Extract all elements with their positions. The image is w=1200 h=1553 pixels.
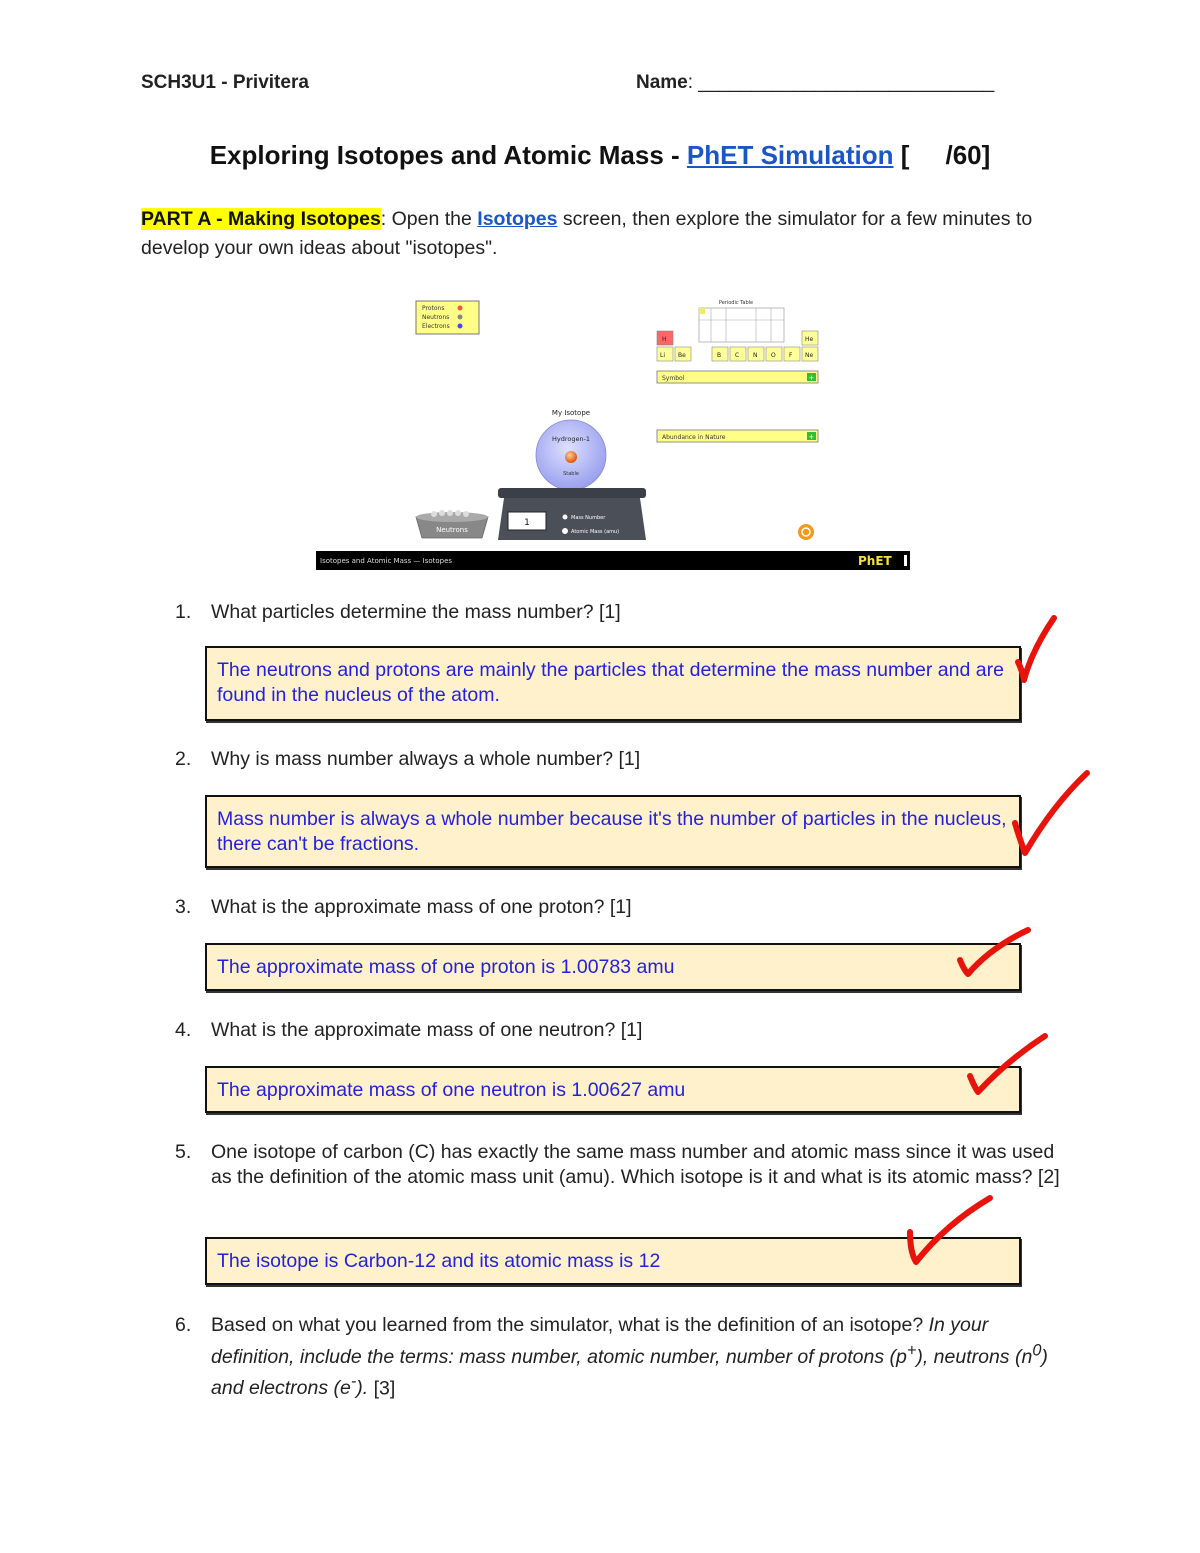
q6-sup-e: - xyxy=(350,1372,357,1391)
pt-ne: Ne xyxy=(805,352,814,359)
question-3-number: 3. xyxy=(175,896,192,918)
reset-icon[interactable] xyxy=(798,524,814,540)
q6-sup-p: + xyxy=(906,1341,917,1359)
answer-2-box[interactable]: Mass number is always a whole number because it's the number of particles in the nucleus, there can't be fractions. xyxy=(205,795,1021,868)
check-mark-icon xyxy=(1005,765,1095,865)
scale xyxy=(498,488,646,540)
isotope-name: Hydrogen-1 xyxy=(551,435,591,443)
abundance-bar[interactable] xyxy=(657,430,818,442)
part-a-text-before: : Open the xyxy=(380,208,478,230)
svg-text:+: + xyxy=(808,374,815,382)
sim-footer-title: Isotopes and Atomic Mass — Isotopes xyxy=(320,557,453,565)
phet-simulation-link[interactable]: PhET Simulation xyxy=(686,140,894,170)
answer-4-box[interactable]: The approximate mass of one neutron is 1.00627 amu xyxy=(205,1066,1021,1113)
question-6-text xyxy=(211,1313,1061,1401)
panel-neutrons: Neutrons xyxy=(422,314,450,321)
symbol-label: Symbol xyxy=(662,375,685,382)
phet-simulation-image xyxy=(316,295,910,570)
pt-li: Li xyxy=(660,352,666,359)
question-2-number: 2. xyxy=(175,748,192,770)
pt-b: B xyxy=(717,352,722,359)
question-6-plain: Based on what you learned from the simulator, what is the definition of an isotope? xyxy=(211,1314,929,1336)
proton xyxy=(565,451,577,463)
answer-5-box[interactable]: The isotope is Carbon-12 and its atomic mass is 12 xyxy=(205,1237,1021,1285)
isotopes-link[interactable]: Isotopes xyxy=(477,208,558,230)
pt-n: N xyxy=(753,352,758,359)
pt-o: O xyxy=(771,352,776,359)
question-1-number: 1. xyxy=(175,601,192,623)
q6-italic-2: ), neutrons (n xyxy=(916,1345,1033,1368)
question-6-number: 6. xyxy=(175,1314,192,1336)
pt-be: Be xyxy=(678,352,686,359)
q6-italic-3: ) and electrons (e xyxy=(211,1345,1048,1399)
pt-row2 xyxy=(657,347,818,361)
part-a-intro xyxy=(141,205,1041,263)
question-2-text: Why is mass number always a whole number? [1] xyxy=(211,748,641,770)
title-text: Exploring Isotopes and Atomic Mass - xyxy=(209,140,687,170)
question-3-text: What is the approximate mass of one proton? [1] xyxy=(211,896,632,918)
periodic-table[interactable] xyxy=(657,300,818,361)
question-4-text: What is the approximate mass of one neutron? [1] xyxy=(211,1019,643,1041)
check-mark-icon xyxy=(950,920,1040,985)
panel-protons: Protons xyxy=(422,305,445,312)
scale-readout: 1 xyxy=(524,518,530,528)
part-a-label: PART A - Making Isotopes xyxy=(141,208,381,230)
part-a-text-after: screen, then explore the simulator for a few minutes to develop your own ideas about "isotopes". xyxy=(141,208,1033,259)
pt-h: H xyxy=(662,336,667,343)
question-5-number: 5. xyxy=(175,1141,192,1163)
question-5-text: One isotope of carbon (C) has exactly the same mass number and atomic mass since it was used as the definition of the atomic mass unit (amu). Which isotope is it and what is its atomic mass? [2] xyxy=(211,1141,1060,1188)
neutron-bucket[interactable] xyxy=(416,510,488,538)
periodic-table-title: Periodic Table xyxy=(718,300,754,306)
answer-1-box[interactable]: The neutrons and protons are mainly the particles that determine the mass number and are found in the nucleus of the atom. xyxy=(205,646,1021,721)
check-mark-icon xyxy=(900,1190,1000,1275)
name-line: : ____________________________ xyxy=(687,72,995,93)
pt-f: F xyxy=(789,352,793,359)
q6-italic-1: In your definition, include the terms: mass number, atomic number, number of protons (p xyxy=(211,1314,989,1368)
scale-option-mass-number: Mass Number xyxy=(571,515,606,521)
symbol-bar[interactable] xyxy=(657,371,818,383)
question-1-text: What particles determine the mass number? [1] xyxy=(211,601,621,623)
bucket-label: Neutrons xyxy=(436,526,468,534)
course-label: SCH3U1 - Privitera xyxy=(141,72,309,93)
my-isotope-label: My Isotope xyxy=(551,409,591,417)
name-field[interactable] xyxy=(636,72,994,94)
simulation-svg xyxy=(316,295,910,570)
name-label: Name xyxy=(636,72,688,93)
answer-3-box[interactable]: The approximate mass of one proton is 1.00783 amu xyxy=(205,943,1021,991)
page-title xyxy=(0,140,1200,171)
svg-text:+: + xyxy=(808,433,815,441)
q6-italic-4: ). xyxy=(356,1377,369,1399)
abundance-label: Abundance in Nature xyxy=(662,434,726,441)
phet-logo: PhET xyxy=(858,554,892,568)
check-mark-icon xyxy=(960,1028,1055,1103)
q6-sup-n: 0 xyxy=(1032,1341,1042,1359)
particle-count-panel xyxy=(416,301,479,334)
scale-option-atomic-mass: Atomic Mass (amu) xyxy=(571,529,620,535)
panel-electrons: Electrons xyxy=(422,323,450,330)
check-mark-icon xyxy=(1010,610,1060,690)
pt-he: He xyxy=(805,336,814,343)
pt-c: C xyxy=(735,352,740,359)
question-6-points: [3] xyxy=(368,1377,396,1399)
title-score: [ /60] xyxy=(893,140,991,170)
isotope-stability: Stable xyxy=(563,471,579,477)
question-4-number: 4. xyxy=(175,1019,192,1041)
